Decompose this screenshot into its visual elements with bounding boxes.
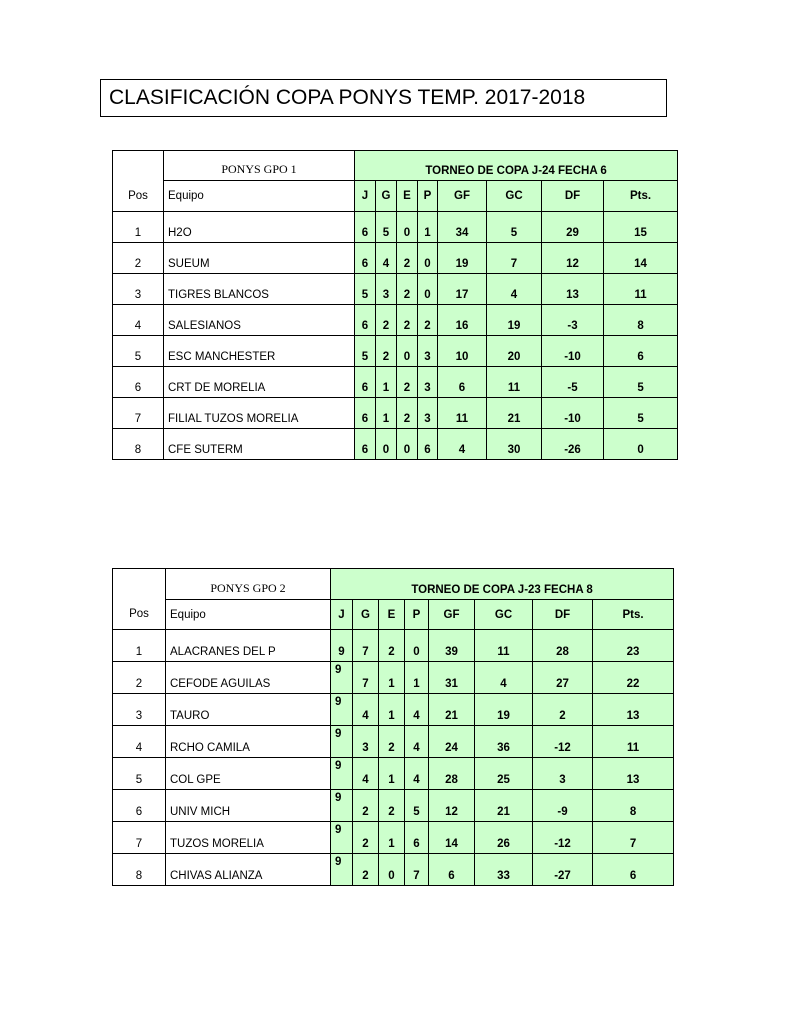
cell-e: 2 bbox=[379, 726, 405, 758]
cell-j: 6 bbox=[355, 305, 376, 336]
cell-g: 4 bbox=[353, 694, 379, 726]
cell-g: 1 bbox=[376, 398, 397, 429]
cell-j-container bbox=[331, 726, 353, 758]
cell-j: 6 bbox=[355, 212, 376, 243]
header-pos: Pos bbox=[113, 181, 164, 212]
cell-gc: 20 bbox=[487, 336, 542, 367]
cell-team: CHIVAS ALIANZA bbox=[166, 854, 331, 886]
cell-pts: 11 bbox=[604, 274, 678, 305]
cell-e: 2 bbox=[379, 790, 405, 822]
header-gc: GC bbox=[487, 181, 542, 212]
cell-gc: 11 bbox=[487, 367, 542, 398]
cell-p: 0 bbox=[418, 243, 438, 274]
cell-pos: 8 bbox=[113, 429, 164, 460]
cell-gf: 34 bbox=[438, 212, 487, 243]
cell-j: 6 bbox=[355, 243, 376, 274]
cell-gf: 16 bbox=[438, 305, 487, 336]
cell-p: 6 bbox=[405, 822, 429, 854]
cell-pos: 4 bbox=[113, 305, 164, 336]
cell-pos: 6 bbox=[113, 790, 166, 822]
cell-gf: 6 bbox=[438, 367, 487, 398]
group2-name: PONYS GPO 2 bbox=[166, 569, 331, 600]
cell-e: 2 bbox=[397, 305, 418, 336]
cell-team: SALESIANOS bbox=[164, 305, 355, 336]
cell-gf: 31 bbox=[429, 662, 475, 694]
cell-df: 29 bbox=[542, 212, 604, 243]
cell-gc: 19 bbox=[475, 694, 533, 726]
cell-pos: 6 bbox=[113, 367, 164, 398]
cell-gc: 21 bbox=[475, 790, 533, 822]
cell-j: 9 bbox=[335, 760, 342, 772]
cell-pos: 2 bbox=[113, 243, 164, 274]
cell-pos: 5 bbox=[113, 336, 164, 367]
cell-gc: 5 bbox=[487, 212, 542, 243]
group1-tournament: TORNEO DE COPA J-24 FECHA 6 bbox=[355, 151, 678, 181]
table-row bbox=[113, 630, 674, 662]
cell-team: TIGRES BLANCOS bbox=[164, 274, 355, 305]
group2-tournament: TORNEO DE COPA J-23 FECHA 8 bbox=[331, 569, 674, 600]
cell-j: 5 bbox=[355, 336, 376, 367]
cell-pts: 22 bbox=[593, 662, 674, 694]
header-j: J bbox=[355, 181, 376, 212]
group2-standings-table bbox=[112, 568, 674, 886]
cell-p: 3 bbox=[418, 367, 438, 398]
cell-pos: 8 bbox=[113, 854, 166, 886]
cell-j: 9 bbox=[335, 824, 342, 836]
cell-gc: 19 bbox=[487, 305, 542, 336]
cell-gf: 17 bbox=[438, 274, 487, 305]
header-g: G bbox=[376, 181, 397, 212]
cell-team: CEFODE AGUILAS bbox=[166, 662, 331, 694]
cell-pts: 5 bbox=[604, 367, 678, 398]
table-row bbox=[113, 274, 678, 305]
table-row bbox=[113, 822, 674, 854]
corner-cell bbox=[113, 151, 164, 181]
cell-df: 13 bbox=[542, 274, 604, 305]
cell-g: 2 bbox=[353, 822, 379, 854]
cell-p: 6 bbox=[418, 429, 438, 460]
cell-j: 6 bbox=[355, 429, 376, 460]
cell-df: -10 bbox=[542, 398, 604, 429]
cell-e: 0 bbox=[397, 336, 418, 367]
cell-p: 0 bbox=[418, 274, 438, 305]
cell-gf: 11 bbox=[438, 398, 487, 429]
cell-e: 2 bbox=[397, 274, 418, 305]
cell-g: 2 bbox=[353, 790, 379, 822]
cell-pts: 8 bbox=[593, 790, 674, 822]
cell-team: UNIV MICH bbox=[166, 790, 331, 822]
table-row bbox=[113, 694, 674, 726]
cell-j-container bbox=[331, 758, 353, 790]
cell-g: 7 bbox=[353, 662, 379, 694]
cell-j-container bbox=[331, 854, 353, 886]
cell-team: TAURO bbox=[166, 694, 331, 726]
cell-p: 3 bbox=[418, 398, 438, 429]
cell-g: 0 bbox=[376, 429, 397, 460]
cell-gc: 25 bbox=[475, 758, 533, 790]
cell-gc: 21 bbox=[487, 398, 542, 429]
table-row bbox=[113, 305, 678, 336]
cell-team: CFE SUTERM bbox=[164, 429, 355, 460]
cell-pts: 6 bbox=[604, 336, 678, 367]
cell-j: 9 bbox=[335, 664, 342, 676]
table-row bbox=[113, 243, 678, 274]
cell-pts: 23 bbox=[593, 630, 674, 662]
cell-j-container bbox=[331, 790, 353, 822]
cell-g: 1 bbox=[376, 367, 397, 398]
cell-pts: 6 bbox=[593, 854, 674, 886]
cell-df: 28 bbox=[533, 630, 593, 662]
cell-pts: 8 bbox=[604, 305, 678, 336]
header-e: E bbox=[379, 600, 405, 630]
cell-team: SUEUM bbox=[164, 243, 355, 274]
header-gf: GF bbox=[438, 181, 487, 212]
header-p: P bbox=[418, 181, 438, 212]
cell-g: 2 bbox=[376, 305, 397, 336]
cell-team: TUZOS MORELIA bbox=[166, 822, 331, 854]
cell-e: 0 bbox=[379, 854, 405, 886]
cell-j: 9 bbox=[335, 856, 342, 868]
cell-g: 5 bbox=[376, 212, 397, 243]
cell-pts: 0 bbox=[604, 429, 678, 460]
cell-gf: 4 bbox=[438, 429, 487, 460]
corner-cell bbox=[113, 569, 166, 600]
cell-df: 3 bbox=[533, 758, 593, 790]
cell-df: -12 bbox=[533, 822, 593, 854]
cell-j: 5 bbox=[355, 274, 376, 305]
cell-gf: 14 bbox=[429, 822, 475, 854]
cell-pts: 11 bbox=[593, 726, 674, 758]
cell-df: -9 bbox=[533, 790, 593, 822]
cell-g: 4 bbox=[376, 243, 397, 274]
table-row bbox=[113, 398, 678, 429]
cell-pos: 7 bbox=[113, 398, 164, 429]
header-pts: Pts. bbox=[593, 600, 674, 630]
cell-p: 7 bbox=[405, 854, 429, 886]
cell-e: 1 bbox=[379, 758, 405, 790]
header-team: Equipo bbox=[164, 181, 355, 212]
cell-j: 6 bbox=[355, 398, 376, 429]
cell-pos: 2 bbox=[113, 662, 166, 694]
cell-e: 2 bbox=[397, 367, 418, 398]
cell-pts: 13 bbox=[593, 694, 674, 726]
header-df: DF bbox=[542, 181, 604, 212]
cell-df: -27 bbox=[533, 854, 593, 886]
header-df: DF bbox=[533, 600, 593, 630]
cell-p: 5 bbox=[405, 790, 429, 822]
cell-p: 0 bbox=[405, 630, 429, 662]
cell-team: ESC MANCHESTER bbox=[164, 336, 355, 367]
cell-p: 4 bbox=[405, 758, 429, 790]
cell-team: H2O bbox=[164, 212, 355, 243]
cell-df: -5 bbox=[542, 367, 604, 398]
table-row bbox=[113, 429, 678, 460]
cell-j-container bbox=[331, 694, 353, 726]
cell-pos: 5 bbox=[113, 758, 166, 790]
cell-gf: 10 bbox=[438, 336, 487, 367]
cell-pts: 13 bbox=[593, 758, 674, 790]
cell-j-container bbox=[331, 662, 353, 694]
cell-gf: 19 bbox=[438, 243, 487, 274]
cell-df: 27 bbox=[533, 662, 593, 694]
cell-j: 9 bbox=[331, 630, 353, 662]
table-row bbox=[113, 726, 674, 758]
cell-df: -12 bbox=[533, 726, 593, 758]
cell-gf: 39 bbox=[429, 630, 475, 662]
header-j: J bbox=[331, 600, 353, 630]
cell-gc: 4 bbox=[475, 662, 533, 694]
cell-p: 2 bbox=[418, 305, 438, 336]
cell-gc: 7 bbox=[487, 243, 542, 274]
cell-df: 12 bbox=[542, 243, 604, 274]
cell-e: 2 bbox=[397, 398, 418, 429]
cell-p: 4 bbox=[405, 694, 429, 726]
cell-pos: 1 bbox=[113, 630, 166, 662]
header-gc: GC bbox=[475, 600, 533, 630]
cell-gc: 33 bbox=[475, 854, 533, 886]
cell-g: 2 bbox=[353, 854, 379, 886]
cell-gf: 6 bbox=[429, 854, 475, 886]
group1-standings-table bbox=[112, 150, 678, 460]
table-row bbox=[113, 367, 678, 398]
header-gf: GF bbox=[429, 600, 475, 630]
cell-gc: 26 bbox=[475, 822, 533, 854]
cell-pos: 7 bbox=[113, 822, 166, 854]
cell-gc: 30 bbox=[487, 429, 542, 460]
cell-pts: 5 bbox=[604, 398, 678, 429]
cell-e: 0 bbox=[397, 212, 418, 243]
cell-p: 4 bbox=[405, 726, 429, 758]
header-e: E bbox=[397, 181, 418, 212]
cell-gc: 4 bbox=[487, 274, 542, 305]
cell-pts: 7 bbox=[593, 822, 674, 854]
cell-e: 1 bbox=[379, 662, 405, 694]
cell-gf: 21 bbox=[429, 694, 475, 726]
cell-e: 1 bbox=[379, 822, 405, 854]
cell-g: 3 bbox=[376, 274, 397, 305]
header-p: P bbox=[405, 600, 429, 630]
cell-gf: 24 bbox=[429, 726, 475, 758]
header-g: G bbox=[353, 600, 379, 630]
table-row bbox=[113, 790, 674, 822]
page-title: CLASIFICACIÓN COPA PONYS TEMP. 2017-2018 bbox=[109, 86, 586, 109]
cell-j: 9 bbox=[335, 728, 342, 740]
cell-df: -3 bbox=[542, 305, 604, 336]
cell-j: 6 bbox=[355, 367, 376, 398]
cell-j: 9 bbox=[335, 792, 342, 804]
header-pos: Pos bbox=[113, 600, 166, 630]
cell-g: 4 bbox=[353, 758, 379, 790]
cell-j-container bbox=[331, 822, 353, 854]
cell-e: 2 bbox=[397, 243, 418, 274]
cell-pos: 1 bbox=[113, 212, 164, 243]
table-row bbox=[113, 336, 678, 367]
group1-name: PONYS GPO 1 bbox=[164, 151, 355, 181]
cell-e: 1 bbox=[379, 694, 405, 726]
cell-g: 3 bbox=[353, 726, 379, 758]
cell-team: ALACRANES DEL P bbox=[166, 630, 331, 662]
cell-p: 1 bbox=[405, 662, 429, 694]
cell-e: 2 bbox=[379, 630, 405, 662]
cell-team: RCHO CAMILA bbox=[166, 726, 331, 758]
cell-gc: 11 bbox=[475, 630, 533, 662]
cell-gf: 12 bbox=[429, 790, 475, 822]
table-row bbox=[113, 854, 674, 886]
table-row bbox=[113, 662, 674, 694]
header-team: Equipo bbox=[166, 600, 331, 630]
title-box bbox=[100, 79, 667, 117]
cell-df: -10 bbox=[542, 336, 604, 367]
cell-pts: 14 bbox=[604, 243, 678, 274]
cell-pos: 3 bbox=[113, 694, 166, 726]
cell-team: COL GPE bbox=[166, 758, 331, 790]
cell-df: 2 bbox=[533, 694, 593, 726]
table-row bbox=[113, 758, 674, 790]
cell-gc: 36 bbox=[475, 726, 533, 758]
cell-p: 3 bbox=[418, 336, 438, 367]
cell-pos: 3 bbox=[113, 274, 164, 305]
cell-p: 1 bbox=[418, 212, 438, 243]
cell-df: -26 bbox=[542, 429, 604, 460]
cell-j: 9 bbox=[335, 696, 342, 708]
cell-e: 0 bbox=[397, 429, 418, 460]
cell-g: 2 bbox=[376, 336, 397, 367]
cell-pos: 4 bbox=[113, 726, 166, 758]
cell-gf: 28 bbox=[429, 758, 475, 790]
cell-team: CRT DE MORELIA bbox=[164, 367, 355, 398]
table-row bbox=[113, 212, 678, 243]
cell-team: FILIAL TUZOS MORELIA bbox=[164, 398, 355, 429]
header-pts: Pts. bbox=[604, 181, 678, 212]
cell-g: 7 bbox=[353, 630, 379, 662]
cell-pts: 15 bbox=[604, 212, 678, 243]
